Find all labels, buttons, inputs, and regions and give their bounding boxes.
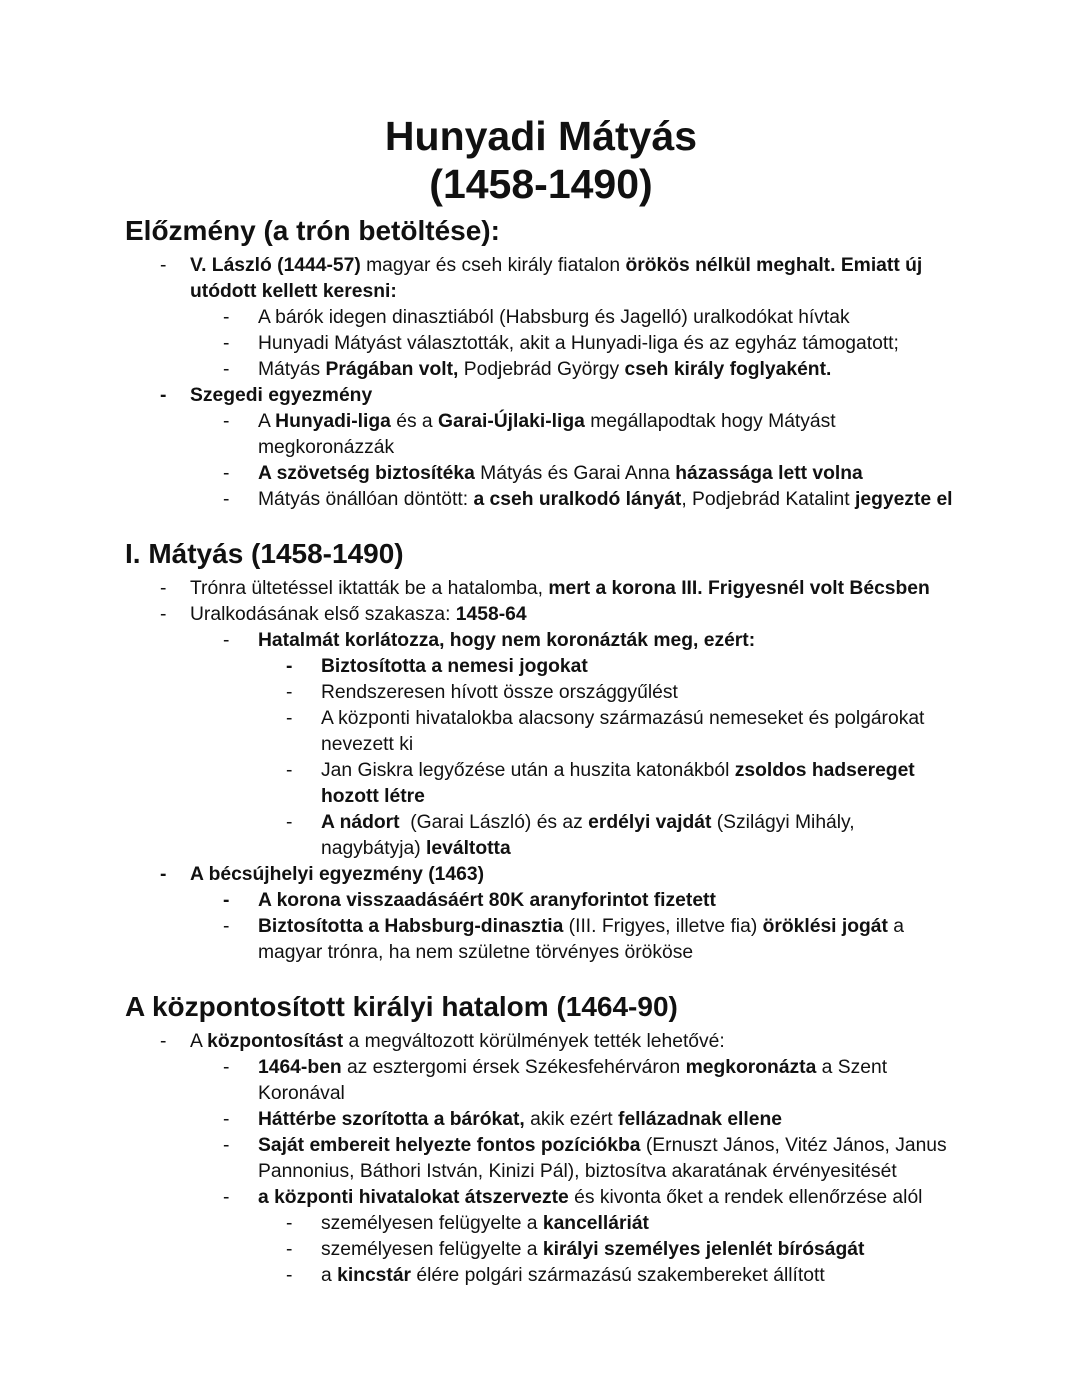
list-item-text: személyesen felügyelte a királyi személyes jelenlét bíróságát xyxy=(321,1239,865,1260)
list-item-text: Mátyás önállóan döntött: a cseh uralkodó lányát, Podjebrád Katalint jegyezte el xyxy=(258,489,953,510)
list-item xyxy=(160,253,957,305)
dash-bullet-icon: - xyxy=(286,1213,293,1234)
list-item xyxy=(223,628,957,654)
dash-bullet-icon: - xyxy=(286,1239,293,1260)
document-title-line2: (1458-1490) xyxy=(429,161,653,207)
list-item xyxy=(223,914,957,966)
list-item-text: 1464-ben az esztergomi érsek Székesfehérváron megkoronázta a Szent Koronával xyxy=(258,1057,888,1104)
list-item-text: Hatalmát korlátozza, hogy nem koronázták meg, ezért: xyxy=(258,630,756,651)
list-item-text: A szövetség biztosítéka Mátyás és Garai Anna házassága lett volna xyxy=(258,463,863,484)
list-item-text: a kincstár élére polgári származású szakembereket állított xyxy=(321,1265,825,1286)
dash-bullet-icon: - xyxy=(286,656,293,677)
list-item-text: Jan Giskra legyőzése után a huszita katonákból zsoldos hadsereget hozott létre xyxy=(321,760,915,807)
list-item-text: A központosítást a megváltozott körülmények tették lehetővé: xyxy=(190,1031,725,1052)
dash-bullet-icon: - xyxy=(223,489,230,510)
dash-bullet-icon: - xyxy=(160,385,167,406)
dash-bullet-icon: - xyxy=(223,359,230,380)
dash-bullet-icon: - xyxy=(286,708,293,729)
list-item-text: Trónra ültetéssel iktatták be a hatalomba, mert a korona III. Frigyesnél volt Bécsben xyxy=(190,578,930,599)
dash-bullet-icon: - xyxy=(223,1109,230,1130)
dash-bullet-icon: - xyxy=(223,916,230,937)
list-item xyxy=(223,1055,957,1107)
list-item xyxy=(286,680,957,706)
dash-bullet-icon: - xyxy=(223,333,230,354)
list-item-text: Mátyás Prágában volt, Podjebrád György cseh király foglyaként. xyxy=(258,359,832,380)
list-item-text: A központi hivatalokba alacsony származású nemeseket és polgárokat nevezett ki xyxy=(321,708,925,755)
list-item-text: Háttérbe szorította a bárókat, akik ezért fellázadnak ellene xyxy=(258,1109,782,1130)
dash-bullet-icon: - xyxy=(160,578,167,599)
dash-bullet-icon: - xyxy=(223,1057,230,1078)
section-heading: A központosított királyi hatalom (1464-90) xyxy=(125,991,678,1022)
dash-bullet-icon: - xyxy=(223,1135,230,1156)
list-item xyxy=(223,305,957,331)
list-item xyxy=(160,1029,957,1055)
list-item xyxy=(223,487,957,513)
document-title xyxy=(125,112,957,208)
dash-bullet-icon: - xyxy=(223,411,230,432)
list-item xyxy=(160,862,957,888)
list-item xyxy=(223,1107,957,1133)
list-item xyxy=(223,888,957,914)
list-item-text: Uralkodásának első szakasza: 1458-64 xyxy=(190,604,527,625)
dash-bullet-icon: - xyxy=(160,604,167,625)
list-item xyxy=(286,1263,957,1289)
list-item xyxy=(160,602,957,628)
list-item-text: Biztosította a Habsburg-dinasztia (III. Frigyes, illetve fia) öröklési jogát a magyar trónra, ha nem születne törvényes örököse xyxy=(258,916,905,963)
dash-bullet-icon: - xyxy=(223,307,230,328)
list-item xyxy=(160,383,957,409)
list-item-text: A korona visszaadásáért 80K aranyforintot fizetett xyxy=(258,890,716,911)
list-item-text: A nádort (Garai László) és az erdélyi vajdát (Szilágyi Mihály, nagybátyja) leváltotta xyxy=(321,812,855,859)
dash-bullet-icon: - xyxy=(223,630,230,651)
dash-bullet-icon: - xyxy=(223,890,230,911)
dash-bullet-icon: - xyxy=(286,812,293,833)
list-item xyxy=(286,1237,957,1263)
dash-bullet-icon: - xyxy=(223,1187,230,1208)
list-item xyxy=(286,810,957,862)
section-heading: Előzmény (a trón betöltése): xyxy=(125,215,500,246)
list-item-text: Saját embereit helyezte fontos pozíciókba (Ernuszt János, Vitéz János, Janus Pannonius, Báthori István, Kinizi Pál), biztosítva akaratának érvényesitését xyxy=(258,1135,947,1182)
list-item-text: személyesen felügyelte a kancelláriát xyxy=(321,1213,649,1234)
list-item-text: Biztosította a nemesi jogokat xyxy=(321,656,588,677)
list-item xyxy=(223,1133,957,1185)
list-item xyxy=(160,576,957,602)
list-item xyxy=(223,331,957,357)
list-item xyxy=(223,1185,957,1211)
dash-bullet-icon: - xyxy=(160,1031,167,1052)
list-item-text: A Hunyadi-liga és a Garai-Újlaki-liga megállapodtak hogy Mátyást megkoronázzák xyxy=(258,411,836,458)
list-item xyxy=(286,758,957,810)
list-item xyxy=(286,1211,957,1237)
list-item-text: Hunyadi Mátyást választották, akit a Hunyadi-liga és az egyház támogatott; xyxy=(258,333,899,354)
dash-bullet-icon: - xyxy=(286,760,293,781)
list-item-text: A bárók idegen dinasztiából (Habsburg és Jagelló) uralkodókat hívtak xyxy=(258,307,850,328)
dash-bullet-icon: - xyxy=(286,682,293,703)
dash-bullet-icon: - xyxy=(160,864,167,885)
document-title-line1: Hunyadi Mátyás xyxy=(384,113,698,159)
dash-bullet-icon: - xyxy=(160,255,167,276)
list-item-text: a központi hivatalokat átszervezte és kivonta őket a rendek ellenőrzése alól xyxy=(258,1187,923,1208)
list-item-text: A bécsújhelyi egyezmény (1463) xyxy=(190,864,484,885)
document-body xyxy=(125,214,957,1289)
list-item-text: Rendszeresen hívott össze országgyűlést xyxy=(321,682,678,703)
list-item xyxy=(223,409,957,461)
list-item-text: Szegedi egyezmény xyxy=(190,385,373,406)
dash-bullet-icon: - xyxy=(286,1265,293,1286)
list-item xyxy=(223,357,957,383)
list-item xyxy=(286,654,957,680)
dash-bullet-icon: - xyxy=(223,463,230,484)
list-item xyxy=(286,706,957,758)
list-item xyxy=(223,461,957,487)
list-item-text: V. László (1444-57) magyar és cseh király fiatalon örökös nélkül meghalt. Emiatt új utódott kellett keresni: xyxy=(190,255,923,302)
section-heading: I. Mátyás (1458-1490) xyxy=(125,538,404,569)
